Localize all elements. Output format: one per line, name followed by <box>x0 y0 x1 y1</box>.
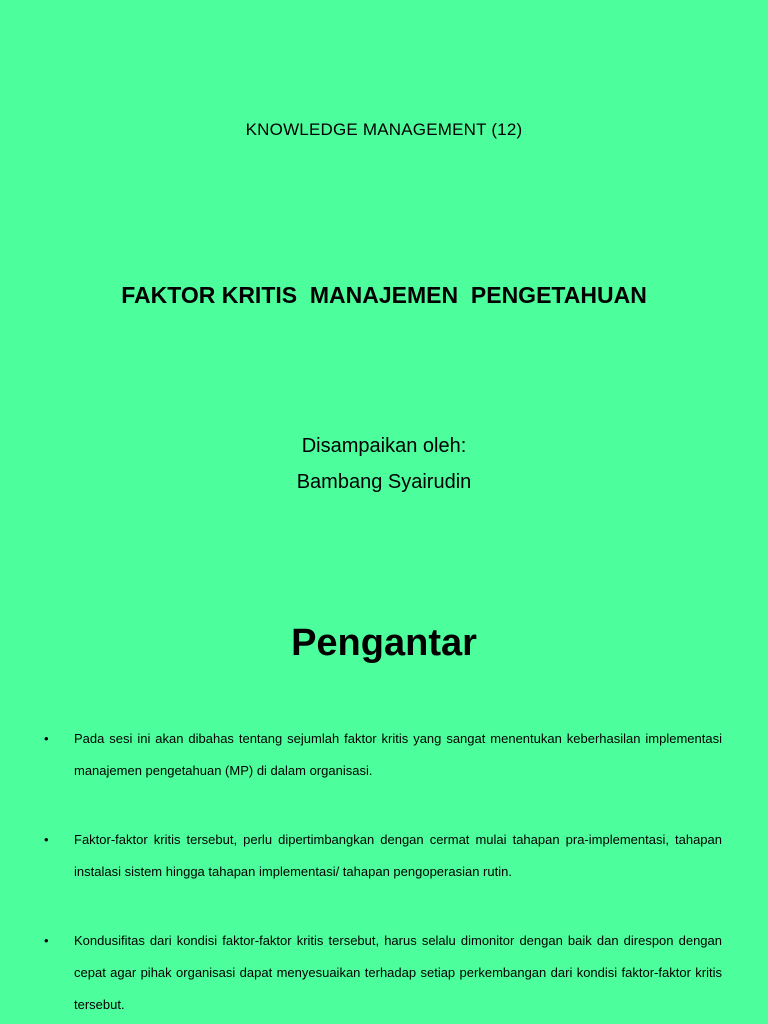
presentation-title: FAKTOR KRITIS MANAJEMEN PENGETAHUAN <box>121 282 647 308</box>
bullet-icon: • <box>44 832 49 847</box>
bullet-item <box>42 824 722 888</box>
bullet-icon: • <box>44 731 49 746</box>
presenter-label: Disampaikan oleh: <box>301 435 467 457</box>
bullet-item <box>42 925 722 1021</box>
bullet-list <box>42 723 722 1021</box>
bullet-item <box>42 723 722 787</box>
presenter-name: Bambang Syairudin <box>296 471 472 493</box>
bullet-icon: • <box>44 933 49 948</box>
intro-slide <box>0 560 768 1024</box>
presenter-block <box>0 428 768 500</box>
bullet-text: Kondusifitas dari kondisi faktor-faktor kritis tersebut, harus selalu dimonitor dengan baik dan direspon dengan cepat agar pihak organisasi dapat menyesuaikan terhadap setiap perkembangan dari kondisi faktor-faktor kritis tersebut. <box>74 933 722 1012</box>
slide-title: Pengantar <box>291 622 477 664</box>
bullet-text: Faktor-faktor kritis tersebut, perlu dipertimbangkan dengan cermat mulai tahapan pra-implementasi, tahapan instalasi sistem hingga tahapan implementasi/ tahapan pengoperasian rutin. <box>74 832 722 879</box>
course-title: KNOWLEDGE MANAGEMENT (12) <box>245 120 523 139</box>
bullet-text: Pada sesi ini akan dibahas tentang sejumlah faktor kritis yang sangat menentukan keberhasilan implementasi manajemen pengetahuan (MP) di dalam organisasi. <box>74 731 722 778</box>
